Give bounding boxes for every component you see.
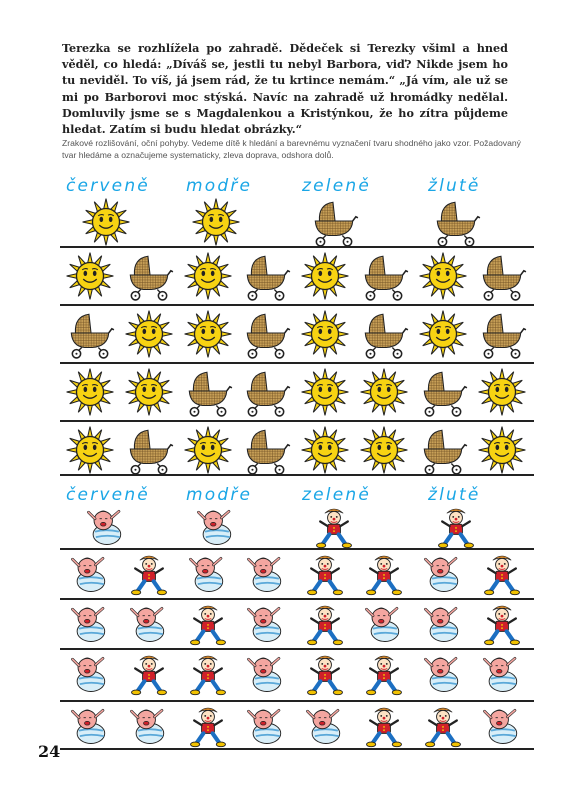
sun-icon — [297, 308, 353, 360]
sun-icon — [62, 250, 118, 302]
grid-item[interactable] — [356, 366, 412, 418]
grid-item[interactable] — [297, 424, 353, 476]
legend-item[interactable] — [306, 196, 362, 248]
label-blue-2: modře — [186, 485, 253, 505]
clown-icon — [474, 551, 530, 597]
row-divider — [60, 598, 534, 600]
grid-item[interactable] — [180, 250, 236, 302]
grid-item[interactable] — [356, 308, 412, 360]
sun-icon — [62, 424, 118, 476]
baby-icon — [415, 651, 471, 697]
sun-icon — [297, 250, 353, 302]
grid-item[interactable] — [415, 651, 471, 697]
clown-icon — [428, 504, 484, 550]
sun-icon — [180, 308, 236, 360]
pram-icon — [356, 308, 412, 360]
grid-item[interactable] — [474, 424, 530, 476]
sun-icon — [415, 250, 471, 302]
grid-item[interactable] — [62, 551, 118, 597]
grid-item[interactable] — [121, 308, 177, 360]
sun-icon — [180, 424, 236, 476]
sun-icon — [474, 366, 530, 418]
row-divider — [60, 362, 534, 364]
pram-icon — [306, 196, 362, 248]
grid-item[interactable] — [474, 308, 530, 360]
clown-icon — [121, 651, 177, 697]
row-divider — [60, 420, 534, 422]
grid-item[interactable] — [415, 250, 471, 302]
grid-item[interactable] — [238, 366, 294, 418]
pram-icon — [428, 196, 484, 248]
pram-icon — [238, 250, 294, 302]
grid-item[interactable] — [415, 424, 471, 476]
grid-item[interactable] — [62, 424, 118, 476]
clown-icon — [297, 601, 353, 647]
clown-icon — [356, 551, 412, 597]
grid-item[interactable] — [238, 551, 294, 597]
grid-item[interactable] — [121, 651, 177, 697]
grid-item[interactable] — [238, 424, 294, 476]
legend-item[interactable] — [78, 196, 134, 248]
pram-icon — [121, 424, 177, 476]
grid-item[interactable] — [415, 601, 471, 647]
legend-item[interactable] — [188, 504, 244, 550]
grid-item[interactable] — [121, 250, 177, 302]
sun-icon — [474, 424, 530, 476]
grid-item[interactable] — [356, 651, 412, 697]
grid-item[interactable] — [297, 551, 353, 597]
grid-item[interactable] — [297, 601, 353, 647]
clown-icon — [415, 703, 471, 749]
baby-icon — [121, 703, 177, 749]
grid-item[interactable] — [62, 703, 118, 749]
legend-item[interactable] — [78, 504, 134, 550]
baby-icon — [474, 651, 530, 697]
grid-item[interactable] — [238, 651, 294, 697]
baby-icon — [415, 601, 471, 647]
clown-icon — [180, 651, 236, 697]
grid-item[interactable] — [180, 424, 236, 476]
clown-icon — [474, 601, 530, 647]
label-red: červeně — [66, 176, 150, 196]
label-green: zeleně — [302, 176, 371, 196]
grid-item[interactable] — [297, 308, 353, 360]
label-green-2: zeleně — [302, 485, 371, 505]
grid-item[interactable] — [356, 250, 412, 302]
grid-item[interactable] — [356, 703, 412, 749]
sun-icon — [188, 196, 244, 248]
grid-item[interactable] — [356, 424, 412, 476]
grid-item[interactable] — [474, 366, 530, 418]
sun-icon — [121, 366, 177, 418]
label-yellow-2: žlutě — [428, 485, 481, 505]
pram-icon — [238, 366, 294, 418]
baby-icon — [180, 551, 236, 597]
sun-icon — [415, 308, 471, 360]
legend-item[interactable] — [428, 196, 484, 248]
legend-item[interactable] — [306, 504, 362, 550]
grid-item[interactable] — [474, 703, 530, 749]
sun-icon — [297, 424, 353, 476]
pram-icon — [121, 250, 177, 302]
pram-icon — [238, 424, 294, 476]
clown-icon — [121, 551, 177, 597]
grid-item[interactable] — [297, 366, 353, 418]
grid-item[interactable] — [62, 308, 118, 360]
row-divider — [60, 548, 534, 550]
grid-item[interactable] — [180, 551, 236, 597]
baby-icon — [78, 504, 134, 550]
sun-icon — [121, 308, 177, 360]
row-divider — [60, 246, 534, 248]
pram-icon — [356, 250, 412, 302]
grid-item[interactable] — [180, 366, 236, 418]
baby-icon — [297, 703, 353, 749]
grid-item[interactable] — [62, 366, 118, 418]
row-divider — [60, 700, 534, 702]
grid-item[interactable] — [474, 651, 530, 697]
label-yellow: žlutě — [428, 176, 481, 196]
grid-item[interactable] — [180, 601, 236, 647]
grid-item[interactable] — [415, 366, 471, 418]
baby-icon — [121, 601, 177, 647]
clown-icon — [180, 601, 236, 647]
baby-icon — [62, 703, 118, 749]
grid-item[interactable] — [474, 250, 530, 302]
grid-item[interactable] — [297, 651, 353, 697]
pram-icon — [180, 366, 236, 418]
story-paragraph: Terezka se rozhlížela po zahradě. Dědeček si Terezky všiml a hned věděl, co hledá: „Díváš se, jestli tu nebyl Barbora, viď? Nikde jsem ho tu neviděl. To víš, já jsem rád, že tu krtince nemám.“ „Já vím, ale už se mi po Barborovi moc stýská. Navíc na zahradě už hromádky nedělal. Domluvily jsme se s Magdalenkou a Kristýnkou, že ho zítra půjdeme hledat. Zatím si budu hledat obrázky.“ — [62, 41, 508, 137]
baby-icon — [62, 601, 118, 647]
grid-item[interactable] — [474, 601, 530, 647]
grid-item[interactable] — [180, 703, 236, 749]
baby-icon — [62, 651, 118, 697]
grid-item[interactable] — [297, 703, 353, 749]
clown-icon — [180, 703, 236, 749]
grid-item[interactable] — [238, 703, 294, 749]
page-number: 24 — [38, 742, 61, 761]
clown-icon — [306, 504, 362, 550]
sun-icon — [180, 250, 236, 302]
baby-icon — [238, 703, 294, 749]
pram-icon — [238, 308, 294, 360]
clown-icon — [297, 551, 353, 597]
sun-icon — [62, 366, 118, 418]
label-blue: modře — [186, 176, 253, 196]
grid-item[interactable] — [121, 424, 177, 476]
grid-item[interactable] — [180, 651, 236, 697]
pram-icon — [415, 366, 471, 418]
sun-icon — [78, 196, 134, 248]
row-divider — [60, 304, 534, 306]
label-red-2: červeně — [66, 485, 150, 505]
pram-icon — [415, 424, 471, 476]
instruction-note: Zrakové rozlišování, oční pohyby. Vedeme dítě k hledání a barevnému vyznačení tvaru shodného jako vzor. Požadovaný tvar hledáme a označujeme systematicky, zleva doprava, odshora dolů. — [62, 138, 521, 160]
grid-item[interactable] — [297, 250, 353, 302]
grid-item[interactable] — [356, 601, 412, 647]
baby-icon — [188, 504, 244, 550]
baby-icon — [62, 551, 118, 597]
baby-icon — [356, 601, 412, 647]
pram-icon — [62, 308, 118, 360]
grid-item[interactable] — [238, 250, 294, 302]
row-divider — [60, 648, 534, 650]
grid-item[interactable] — [238, 601, 294, 647]
baby-icon — [474, 703, 530, 749]
grid-item[interactable] — [415, 551, 471, 597]
pram-icon — [474, 308, 530, 360]
sun-icon — [297, 366, 353, 418]
clown-icon — [297, 651, 353, 697]
grid-item[interactable] — [62, 601, 118, 647]
grid-item[interactable] — [121, 703, 177, 749]
legend-item[interactable] — [428, 504, 484, 550]
baby-icon — [238, 651, 294, 697]
grid-item[interactable] — [415, 308, 471, 360]
grid-item[interactable] — [62, 250, 118, 302]
clown-icon — [356, 651, 412, 697]
baby-icon — [238, 601, 294, 647]
grid-item[interactable] — [121, 366, 177, 418]
grid-item[interactable] — [474, 551, 530, 597]
grid-item[interactable] — [356, 551, 412, 597]
grid-item[interactable] — [238, 308, 294, 360]
legend-item[interactable] — [188, 196, 244, 248]
pram-icon — [474, 250, 530, 302]
grid-item[interactable] — [62, 651, 118, 697]
grid-item[interactable] — [121, 601, 177, 647]
grid-item[interactable] — [415, 703, 471, 749]
baby-icon — [415, 551, 471, 597]
sun-icon — [356, 424, 412, 476]
grid-item[interactable] — [180, 308, 236, 360]
grid-item[interactable] — [121, 551, 177, 597]
clown-icon — [356, 703, 412, 749]
sun-icon — [356, 366, 412, 418]
baby-icon — [238, 551, 294, 597]
